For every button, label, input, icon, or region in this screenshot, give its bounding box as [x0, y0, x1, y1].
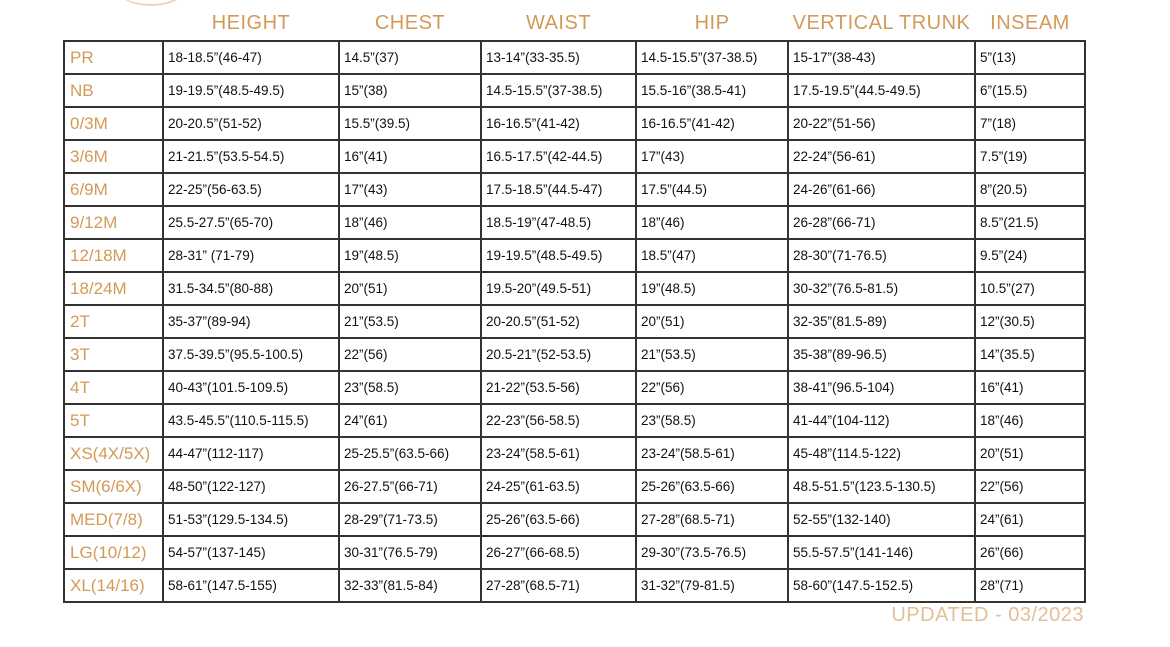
measurement-cell: 21”(53.5)	[636, 338, 788, 371]
measurement-cell: 24”(61)	[975, 503, 1085, 536]
measurement-cell: 20”(51)	[339, 272, 481, 305]
measurement-cell: 28-29”(71-73.5)	[339, 503, 481, 536]
size-label-cell: LG(10/12)	[64, 536, 163, 569]
measurement-cell: 20.5-21”(52-53.5)	[481, 338, 636, 371]
table-body	[64, 41, 1085, 602]
table-row	[64, 74, 1085, 107]
table-row	[64, 437, 1085, 470]
measurement-cell: 23”(58.5)	[636, 404, 788, 437]
table-row	[64, 272, 1085, 305]
measurement-cell: 16”(41)	[975, 371, 1085, 404]
measurement-cell: 18-18.5”(46-47)	[163, 41, 339, 74]
measurement-cell: 21-22”(53.5-56)	[481, 371, 636, 404]
measurement-cell: 16-16.5”(41-42)	[481, 107, 636, 140]
measurement-cell: 27-28”(68.5-71)	[481, 569, 636, 602]
column-header: WAIST	[525, 12, 592, 34]
measurement-cell: 31-32”(79-81.5)	[636, 569, 788, 602]
column-header: INSEAM	[990, 12, 1070, 34]
column-header: HIP	[694, 12, 730, 34]
measurement-cell: 54-57”(137-145)	[163, 536, 339, 569]
measurement-cell: 52-55”(132-140)	[788, 503, 975, 536]
measurement-cell: 24-26”(61-66)	[788, 173, 975, 206]
table-row	[64, 404, 1085, 437]
size-label-cell: NB	[64, 74, 163, 107]
table-row	[64, 569, 1085, 602]
size-label-cell: 6/9M	[64, 173, 163, 206]
measurement-cell: 28-31” (71-79)	[163, 239, 339, 272]
measurement-cell: 21”(53.5)	[339, 305, 481, 338]
measurement-cell: 8”(20.5)	[975, 173, 1085, 206]
table-row	[64, 140, 1085, 173]
measurement-cell: 29-30”(73.5-76.5)	[636, 536, 788, 569]
measurement-cell: 35-37”(89-94)	[163, 305, 339, 338]
measurement-cell: 22-23”(56-58.5)	[481, 404, 636, 437]
size-label-cell: 3T	[64, 338, 163, 371]
column-header: CHEST	[374, 12, 446, 34]
measurement-cell: 32-33”(81.5-84)	[339, 569, 481, 602]
measurement-cell: 26-28”(66-71)	[788, 206, 975, 239]
size-label-cell: PR	[64, 41, 163, 74]
measurement-cell: 26”(66)	[975, 536, 1085, 569]
measurement-cell: 48-50”(122-127)	[163, 470, 339, 503]
measurement-cell: 15-17”(38-43)	[788, 41, 975, 74]
measurement-cell: 48.5-51.5”(123.5-130.5)	[788, 470, 975, 503]
measurement-cell: 17.5-19.5”(44.5-49.5)	[788, 74, 975, 107]
size-label-cell: 0/3M	[64, 107, 163, 140]
measurement-cell: 23”(58.5)	[339, 371, 481, 404]
measurement-cell: 18”(46)	[636, 206, 788, 239]
table-row	[64, 239, 1085, 272]
measurement-cell: 22”(56)	[636, 371, 788, 404]
measurement-cell: 20”(51)	[636, 305, 788, 338]
size-label-cell: 5T	[64, 404, 163, 437]
measurement-cell: 18”(46)	[975, 404, 1085, 437]
measurement-cell: 7.5”(19)	[975, 140, 1085, 173]
measurement-cell: 27-28”(68.5-71)	[636, 503, 788, 536]
measurement-cell: 16”(41)	[339, 140, 481, 173]
measurement-cell: 17”(43)	[636, 140, 788, 173]
measurement-cell: 14.5”(37)	[339, 41, 481, 74]
measurement-cell: 32-35”(81.5-89)	[788, 305, 975, 338]
measurement-cell: 19”(48.5)	[339, 239, 481, 272]
measurement-cell: 19-19.5”(48.5-49.5)	[163, 74, 339, 107]
updated-date-note: UPDATED - 03/2023	[891, 604, 1084, 626]
size-label-cell: 3/6M	[64, 140, 163, 173]
measurement-cell: 23-24”(58.5-61)	[481, 437, 636, 470]
table-row	[64, 305, 1085, 338]
measurement-cell: 13-14”(33-35.5)	[481, 41, 636, 74]
size-chart-table	[63, 7, 1086, 603]
measurement-cell: 20”(51)	[975, 437, 1085, 470]
measurement-cell: 18”(46)	[339, 206, 481, 239]
measurement-cell: 17.5”(44.5)	[636, 173, 788, 206]
decorative-corner-arc	[120, 0, 182, 6]
measurement-cell: 25-25.5”(63.5-66)	[339, 437, 481, 470]
size-label-cell: XS(4X/5X)	[64, 437, 163, 470]
measurement-cell: 22-25”(56-63.5)	[163, 173, 339, 206]
measurement-cell: 17”(43)	[339, 173, 481, 206]
size-label-cell: MED(7/8)	[64, 503, 163, 536]
measurement-cell: 12”(30.5)	[975, 305, 1085, 338]
size-label-cell: 12/18M	[64, 239, 163, 272]
measurement-cell: 26-27.5”(66-71)	[339, 470, 481, 503]
header-row	[64, 7, 1085, 41]
table-row	[64, 470, 1085, 503]
size-label-cell: 18/24M	[64, 272, 163, 305]
measurement-cell: 55.5-57.5”(141-146)	[788, 536, 975, 569]
measurement-cell: 10.5”(27)	[975, 272, 1085, 305]
measurement-cell: 45-48”(114.5-122)	[788, 437, 975, 470]
measurement-cell: 18.5”(47)	[636, 239, 788, 272]
measurement-cell: 26-27”(66-68.5)	[481, 536, 636, 569]
measurement-cell: 35-38”(89-96.5)	[788, 338, 975, 371]
size-label-cell: SM(6/6X)	[64, 470, 163, 503]
table-row	[64, 503, 1085, 536]
measurement-cell: 19-19.5”(48.5-49.5)	[481, 239, 636, 272]
column-header: HEIGHT	[211, 12, 291, 34]
measurement-cell: 51-53”(129.5-134.5)	[163, 503, 339, 536]
measurement-cell: 43.5-45.5”(110.5-115.5)	[163, 404, 339, 437]
table-row	[64, 536, 1085, 569]
measurement-cell: 22”(56)	[975, 470, 1085, 503]
size-label-cell: 2T	[64, 305, 163, 338]
table-row	[64, 173, 1085, 206]
measurement-cell: 14.5-15.5”(37-38.5)	[481, 74, 636, 107]
measurement-cell: 18.5-19”(47-48.5)	[481, 206, 636, 239]
size-label-cell: 4T	[64, 371, 163, 404]
measurement-cell: 31.5-34.5”(80-88)	[163, 272, 339, 305]
measurement-cell: 28”(71)	[975, 569, 1085, 602]
measurement-cell: 58-61”(147.5-155)	[163, 569, 339, 602]
measurement-cell: 44-47”(112-117)	[163, 437, 339, 470]
size-label-cell: 9/12M	[64, 206, 163, 239]
measurement-cell: 22”(56)	[339, 338, 481, 371]
measurement-cell: 20-20.5”(51-52)	[481, 305, 636, 338]
table-row	[64, 107, 1085, 140]
measurement-cell: 25.5-27.5”(65-70)	[163, 206, 339, 239]
measurement-cell: 19.5-20”(49.5-51)	[481, 272, 636, 305]
measurement-cell: 40-43”(101.5-109.5)	[163, 371, 339, 404]
measurement-cell: 15.5-16”(38.5-41)	[636, 74, 788, 107]
measurement-cell: 5”(13)	[975, 41, 1085, 74]
header-size-corner	[64, 7, 163, 41]
measurement-cell: 28-30”(71-76.5)	[788, 239, 975, 272]
measurement-cell: 15”(38)	[339, 74, 481, 107]
measurement-cell: 23-24”(58.5-61)	[636, 437, 788, 470]
measurement-cell: 16.5-17.5”(42-44.5)	[481, 140, 636, 173]
measurement-cell: 30-32”(76.5-81.5)	[788, 272, 975, 305]
table-row	[64, 338, 1085, 371]
measurement-cell: 24-25”(61-63.5)	[481, 470, 636, 503]
measurement-cell: 14.5-15.5”(37-38.5)	[636, 41, 788, 74]
measurement-cell: 20-20.5”(51-52)	[163, 107, 339, 140]
measurement-cell: 20-22”(51-56)	[788, 107, 975, 140]
measurement-cell: 19”(48.5)	[636, 272, 788, 305]
measurement-cell: 24”(61)	[339, 404, 481, 437]
column-header: VERTICAL TRUNK	[792, 12, 971, 34]
measurement-cell: 14”(35.5)	[975, 338, 1085, 371]
table-row	[64, 371, 1085, 404]
measurement-cell: 58-60”(147.5-152.5)	[788, 569, 975, 602]
measurement-cell: 30-31”(76.5-79)	[339, 536, 481, 569]
measurement-cell: 6”(15.5)	[975, 74, 1085, 107]
table-row	[64, 41, 1085, 74]
measurement-cell: 16-16.5”(41-42)	[636, 107, 788, 140]
size-label-cell: XL(14/16)	[64, 569, 163, 602]
table-row	[64, 206, 1085, 239]
measurement-cell: 37.5-39.5”(95.5-100.5)	[163, 338, 339, 371]
measurement-cell: 41-44”(104-112)	[788, 404, 975, 437]
measurement-cell: 17.5-18.5”(44.5-47)	[481, 173, 636, 206]
measurement-cell: 21-21.5”(53.5-54.5)	[163, 140, 339, 173]
measurement-cell: 25-26”(63.5-66)	[481, 503, 636, 536]
measurement-cell: 38-41”(96.5-104)	[788, 371, 975, 404]
measurement-cell: 25-26”(63.5-66)	[636, 470, 788, 503]
measurement-cell: 15.5”(39.5)	[339, 107, 481, 140]
measurement-cell: 7”(18)	[975, 107, 1085, 140]
measurement-cell: 9.5”(24)	[975, 239, 1085, 272]
measurement-cell: 22-24”(56-61)	[788, 140, 975, 173]
measurement-cell: 8.5”(21.5)	[975, 206, 1085, 239]
